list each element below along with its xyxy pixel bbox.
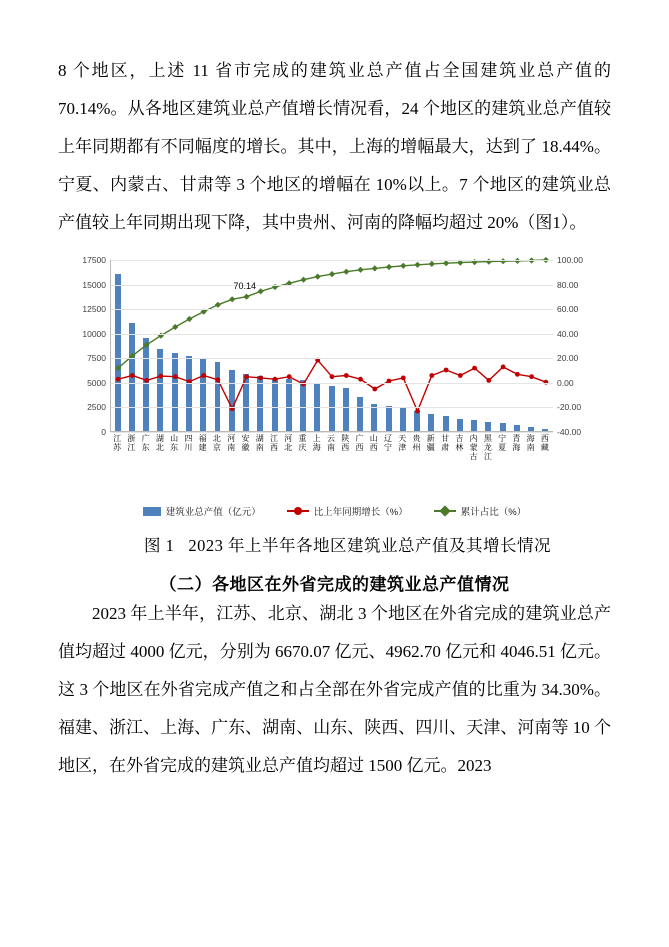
data-point-marker <box>159 374 164 379</box>
x-tick-label: 上海 <box>312 434 321 452</box>
data-point-marker <box>116 377 121 382</box>
x-tick-label: 山西 <box>369 434 378 452</box>
data-point-marker <box>429 373 434 378</box>
data-point-marker <box>287 374 292 379</box>
x-tick-label: 河南 <box>227 434 236 452</box>
x-tick-label: 广西 <box>355 434 364 452</box>
x-tick-label: 甘肃 <box>441 434 450 452</box>
data-point-marker <box>415 409 420 414</box>
paragraph-above-figure: 8 个地区，上述 11 省市完成的建筑业总产值占全国建筑业总产值的 70.14%。从各地区建筑业总产值增长情况看，24 个地区的建筑业总产值较上年同期都有不同幅度的增长。其中，上海的增幅最大，达到了 18.44%。宁夏、内蒙古、甘肃等 3 个地区的增幅在 10%以上。7 个地区的建筑业总产值较上年同期出现下降，其中贵州、河南的降幅均超过 20%（图1）。 <box>58 61 611 232</box>
x-tick-label: 广东 <box>141 434 150 452</box>
data-point-marker <box>400 263 406 269</box>
chart-legend <box>58 504 611 518</box>
x-tick-label: 浙江 <box>127 434 136 452</box>
gridline <box>111 334 553 335</box>
y-tick-right: 20.00 <box>557 353 579 364</box>
x-tick-label: 内蒙古 <box>469 434 478 461</box>
x-tick-label: 海南 <box>526 434 535 452</box>
data-point-marker <box>386 264 392 270</box>
legend-item-growth <box>287 504 408 518</box>
x-tick-label: 陕西 <box>341 434 350 452</box>
x-tick-label: 黑龙江 <box>483 434 492 461</box>
x-tick-label: 江苏 <box>113 434 122 452</box>
x-tick-label: 湖南 <box>255 434 264 452</box>
y-tick-left: 10000 <box>82 328 106 339</box>
data-point-marker <box>501 365 506 370</box>
x-tick-label: 重庆 <box>298 434 307 452</box>
y-tick-right: -40.00 <box>557 427 582 437</box>
figure-caption-label: 图 1 <box>144 536 175 555</box>
x-tick-label: 湖北 <box>155 434 164 452</box>
legend-green-line-icon <box>434 510 456 512</box>
gridline <box>111 260 553 261</box>
gridline <box>111 309 553 310</box>
x-tick-label: 江西 <box>269 434 278 452</box>
data-point-marker <box>258 376 263 381</box>
data-point-marker <box>429 261 435 267</box>
data-point-marker <box>372 265 378 271</box>
data-point-marker <box>216 377 221 382</box>
paragraph-below-figure: 2023 年上半年，江苏、北京、湖北 3 个地区在外省完成的建筑业总产值均超过 4000 亿元，分别为 6670.07 亿元、4962.70 亿元和 4046.51 亿元。这 3 个地区在外省完成产值之和占全部在外省完成产值的比重为 34.30%。福建、浙江、上海、广东、湖南、山东、陕西、四川、天津、河南等 10 个地区，在外省完成的建筑业总产值均超过 1500 亿元。2023 <box>58 604 611 775</box>
data-point-marker <box>358 377 363 382</box>
x-tick-label: 云南 <box>327 434 335 452</box>
legend-label-bar: 建筑业总产值（亿元） <box>165 507 261 518</box>
y-axis-right-labels <box>557 255 603 437</box>
data-point-marker <box>130 373 135 378</box>
gridline <box>111 407 553 408</box>
data-point-marker <box>186 316 192 322</box>
x-tick-label: 福建 <box>198 434 207 452</box>
x-tick-label: 辽宁 <box>384 434 393 452</box>
combo-chart <box>58 252 611 502</box>
legend-red-line-icon <box>287 510 309 512</box>
data-point-marker <box>472 366 477 371</box>
legend-label-cumulative: 累计占比（%） <box>460 507 527 518</box>
section-heading: （二）各地区在外省完成的建筑业总产值情况 <box>159 575 510 594</box>
data-point-marker <box>443 260 449 266</box>
gridline <box>111 358 553 359</box>
y-tick-left: 5000 <box>87 377 106 388</box>
data-point-marker <box>414 262 420 268</box>
data-point-marker <box>243 294 249 300</box>
y-tick-right: 100.00 <box>557 255 583 265</box>
data-point-marker <box>173 374 178 379</box>
x-tick-label: 天津 <box>398 434 407 452</box>
x-tick-label: 吉林 <box>455 434 464 452</box>
x-tick-label: 贵州 <box>412 434 421 452</box>
gridline <box>111 285 553 286</box>
data-point-marker <box>300 277 306 283</box>
y-tick-left: 17500 <box>82 255 106 265</box>
figure-caption <box>58 532 611 556</box>
figure-caption-text: 2023 年上半年各地区建筑业总产值及其增长情况 <box>188 536 551 555</box>
y-axis-left-labels <box>66 255 106 437</box>
x-tick-label: 西藏 <box>540 434 549 452</box>
legend-item-cumulative <box>434 504 526 518</box>
y-tick-right: -20.00 <box>557 402 582 413</box>
x-tick-label: 青海 <box>512 434 521 452</box>
y-tick-left: 2500 <box>87 402 106 413</box>
line-path <box>118 360 546 411</box>
x-tick-label: 安徽 <box>241 434 250 452</box>
data-point-marker <box>372 387 377 392</box>
legend-item-bar <box>143 504 261 518</box>
figure-1 <box>58 252 611 556</box>
y-tick-right: 60.00 <box>557 304 579 315</box>
plot-area <box>110 260 553 432</box>
data-point-marker <box>258 288 264 294</box>
data-point-marker <box>444 368 449 373</box>
data-point-marker <box>515 372 520 377</box>
y-tick-left: 0 <box>101 427 106 437</box>
data-point-marker <box>330 374 335 379</box>
chart-annotation-7014: 70.14 <box>233 280 256 291</box>
data-point-marker <box>201 373 206 378</box>
data-point-marker <box>344 373 349 378</box>
y-tick-left: 7500 <box>87 353 106 364</box>
data-point-marker <box>244 374 249 379</box>
data-point-marker <box>401 376 406 381</box>
x-tick-label: 山东 <box>170 434 179 452</box>
data-point-marker <box>357 267 363 273</box>
x-tick-label: 宁夏 <box>498 434 507 452</box>
legend-bar-swatch-icon <box>143 507 161 516</box>
data-point-marker <box>273 377 278 382</box>
data-point-marker <box>172 324 178 330</box>
y-tick-left: 12500 <box>82 304 106 315</box>
data-point-marker <box>315 273 321 279</box>
data-point-marker <box>229 296 235 302</box>
y-tick-right: 40.00 <box>557 328 579 339</box>
data-point-marker <box>529 374 534 379</box>
x-tick-label: 河北 <box>284 434 293 452</box>
x-tick-label: 四川 <box>184 434 193 452</box>
data-point-marker <box>215 302 221 308</box>
x-tick-label: 新疆 <box>426 434 435 452</box>
x-axis-labels <box>110 434 553 482</box>
y-tick-right: 80.00 <box>557 279 579 290</box>
legend-label-growth: 比上年同期增长（%） <box>313 507 408 518</box>
gridline <box>111 432 553 433</box>
y-tick-left: 15000 <box>82 279 106 290</box>
gridline <box>111 383 553 384</box>
data-point-marker <box>458 373 463 378</box>
x-tick-label: 北京 <box>212 434 221 452</box>
data-point-marker <box>343 269 349 275</box>
data-point-marker <box>329 271 335 277</box>
line-series <box>111 260 553 431</box>
y-tick-right: 0.00 <box>557 377 574 388</box>
